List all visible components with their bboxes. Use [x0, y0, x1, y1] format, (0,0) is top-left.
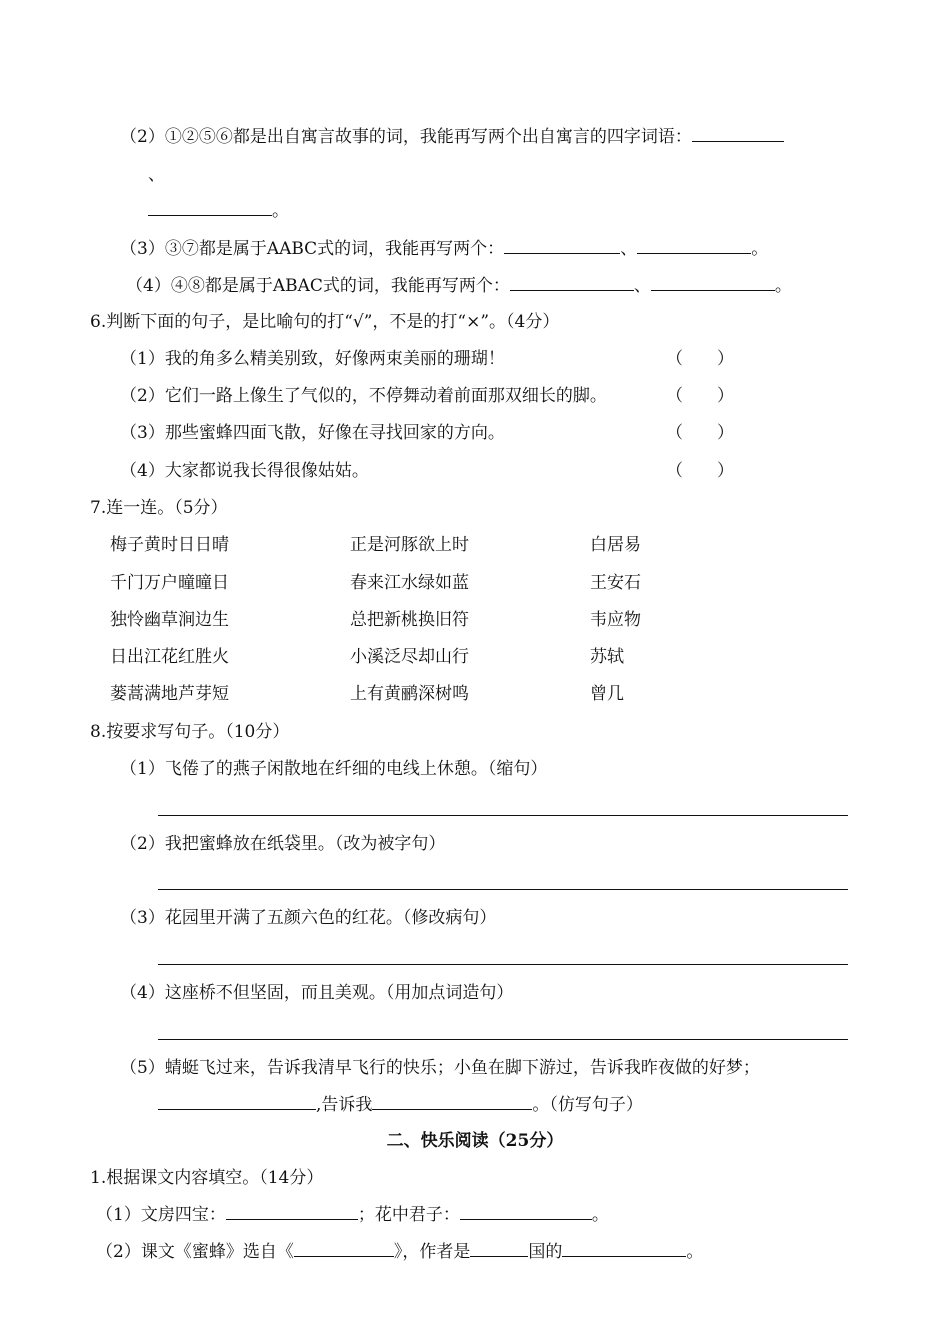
q5-part3-blank-1[interactable] [504, 238, 620, 254]
r1-blank-huazhong[interactable] [460, 1204, 592, 1220]
q7-title: 7.连一连。（5分） [90, 498, 228, 518]
q8-item-4: （4）这座桥不但坚固，而且美观。（用加点词造句） [120, 983, 514, 1003]
q8-item-2: （2）我把蜜蜂放在纸袋里。（改为被字句） [120, 834, 446, 854]
q8-item-5-mid: ,告诉我 [316, 1095, 373, 1115]
q7-col3-item-4[interactable]: 苏轼 [590, 647, 624, 667]
q6-item-4: （4）大家都说我长得很像姑姑。 [120, 461, 369, 481]
q6-item-2: （2）它们一路上像生了气似的，不停舞动着前面那双细长的脚。 [120, 386, 607, 406]
q6-item-1: （1）我的角多么精美别致，好像两束美丽的珊瑚！ [120, 349, 505, 369]
q7-col3-item-2[interactable]: 王安石 [590, 573, 641, 593]
r1-blank-wenfang[interactable] [226, 1204, 358, 1220]
q8-item-5: （5）蜻蜓飞过来，告诉我清早飞行的快乐；小鱼在脚下游过，告诉我昨夜做的好梦； [120, 1058, 760, 1078]
r1-line-2-end: 。 [686, 1242, 704, 1262]
q7-col2-item-4[interactable]: 小溪泛尽却山行 [350, 647, 469, 667]
q5-part4-sep: 、 [633, 276, 651, 296]
q5-part2-blank-1[interactable] [692, 126, 784, 142]
q5-part4-line [126, 275, 792, 297]
q5-part3-blank-2[interactable] [637, 238, 751, 254]
q5-part2-blank-2[interactable] [148, 200, 272, 216]
q8-item-5-fill-line [158, 1094, 643, 1116]
q7-col2-item-1[interactable]: 正是河豚欲上时 [350, 535, 469, 555]
q5-part3-text: （3）③⑦都是属于AABC式的词，我能再写两个： [120, 239, 505, 259]
r1-title: 1.根据课文内容填空。（14分） [90, 1168, 324, 1188]
r1-line-1 [96, 1204, 609, 1226]
q7-col3-item-5[interactable]: 曾几 [590, 684, 624, 704]
q8-answer-line-2[interactable] [158, 889, 848, 890]
q5-part2-text: （2）①②⑤⑥都是出自寓言故事的词，我能再写两个出自寓言的四字词语： [120, 127, 692, 147]
q5-part3-end: 。 [751, 239, 769, 259]
q8-item-5-end: 。（仿写句子） [532, 1095, 643, 1115]
q7-col1-item-4[interactable]: 日出江花红胜火 [110, 647, 229, 667]
r1-blank-country[interactable] [470, 1241, 528, 1257]
q5-part4-text: （4）④⑧都是属于ABAC式的词，我能再写两个： [126, 276, 510, 296]
q7-col1-item-2[interactable]: 千门万户曈曈日 [110, 573, 229, 593]
q8-title: 8.按要求写句子。（10分） [90, 722, 290, 742]
q5-part4-blank-2[interactable] [651, 275, 775, 291]
q8-item-5-blank-1[interactable] [158, 1094, 316, 1110]
r1-line-2-label-a: （2）课文《蜜蜂》选自《 [96, 1242, 294, 1262]
r1-line-1-label-a: （1）文房四宝： [96, 1205, 226, 1225]
q6-title: 6.判断下面的句子，是比喻句的打“√”，不是的打“×”。（4分） [90, 312, 560, 332]
q8-item-1: （1）飞倦了的燕子闲散地在纤细的电线上休憩。（缩句） [120, 759, 548, 779]
q7-col1-item-5[interactable]: 蒌蒿满地芦芽短 [110, 684, 229, 704]
r1-line-2-label-c: 国的 [528, 1242, 563, 1262]
q6-answer-1[interactable]: （ ） [666, 349, 734, 369]
q5-part2-line [120, 126, 784, 148]
q6-item-3: （3）那些蜜蜂四面飞散，好像在寻找回家的方向。 [120, 423, 505, 443]
q7-col3-item-3[interactable]: 韦应物 [590, 610, 641, 630]
q5-part2-separator: 、 [148, 165, 165, 185]
q7-col2-item-3[interactable]: 总把新桃换旧符 [350, 610, 469, 630]
q7-col1-item-3[interactable]: 独怜幽草涧边生 [110, 610, 229, 630]
r1-line-1-end: 。 [591, 1205, 609, 1225]
r1-blank-author[interactable] [562, 1241, 686, 1257]
section-2-heading: 二、快乐阅读（25分） [386, 1131, 564, 1151]
q7-col1-item-1[interactable]: 梅子黄时日日晴 [110, 535, 229, 555]
q7-col3-item-1[interactable]: 白居易 [590, 535, 641, 555]
q6-answer-4[interactable]: （ ） [666, 461, 734, 481]
q8-item-5-blank-2[interactable] [372, 1094, 532, 1110]
r1-line-2 [96, 1241, 703, 1263]
q8-item-3: （3）花园里开满了五颜六色的红花。（修改病句） [120, 908, 497, 928]
r1-blank-source[interactable] [294, 1241, 394, 1257]
q8-answer-line-1[interactable] [158, 815, 848, 816]
q6-answer-3[interactable]: （ ） [666, 423, 734, 443]
q5-part3-line [120, 238, 768, 260]
q5-part2-line-2 [148, 200, 289, 222]
q6-answer-2[interactable]: （ ） [666, 386, 734, 406]
q7-col2-item-5[interactable]: 上有黄鹂深树鸣 [350, 684, 469, 704]
q5-part2-end: 。 [272, 201, 289, 221]
q8-answer-line-4[interactable] [158, 1039, 848, 1040]
r1-line-2-label-b: 》，作者是 [393, 1242, 471, 1262]
q5-part4-end: 。 [774, 276, 792, 296]
q5-part4-blank-1[interactable] [510, 275, 634, 291]
r1-line-1-label-b: ；花中君子： [357, 1205, 460, 1225]
q7-col2-item-2[interactable]: 春来江水绿如蓝 [350, 573, 469, 593]
q8-answer-line-3[interactable] [158, 964, 848, 965]
q5-part3-sep: 、 [620, 239, 638, 259]
